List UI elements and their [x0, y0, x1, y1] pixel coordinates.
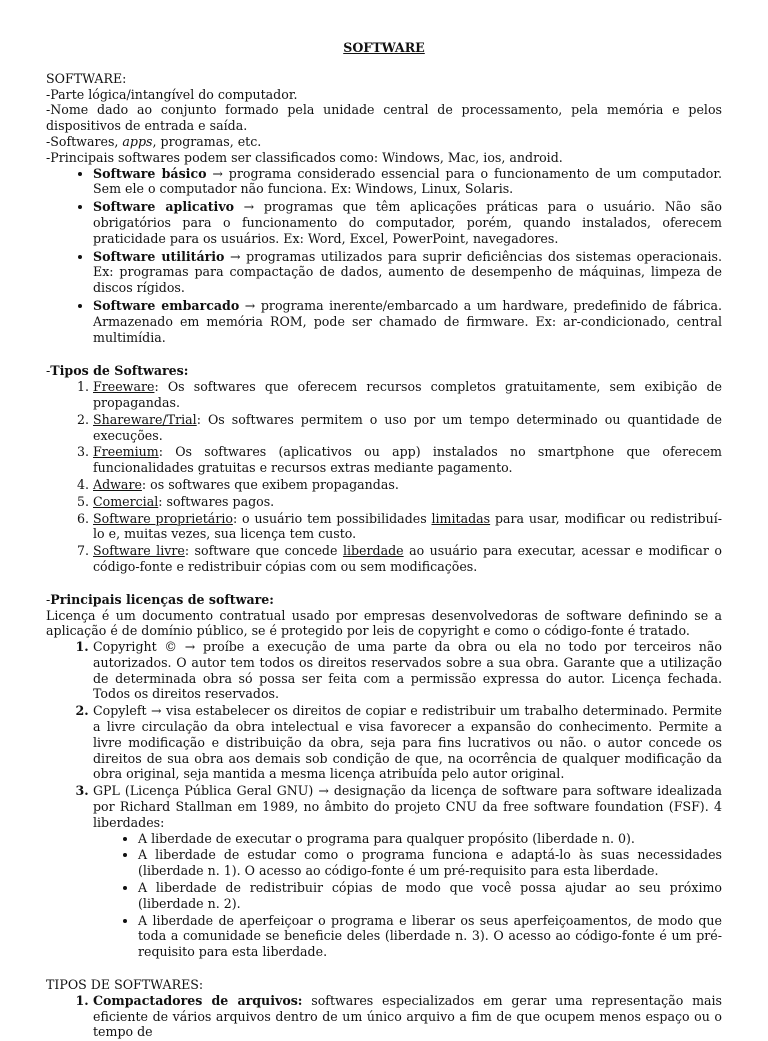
list-item — [93, 444, 722, 476]
document-page — [46, 40, 722, 1041]
text-run: -Softwares, — [46, 133, 123, 149]
intro-line: -Nome dado ao conjunto formado pela unidade central de processamento, pela memória e pelos dispositivos de entrada e saída. — [46, 102, 722, 134]
list-item — [93, 199, 722, 246]
italic-run: apps — [122, 133, 153, 149]
document-title: SOFTWARE — [343, 40, 425, 55]
list-item — [93, 543, 722, 575]
definition: : softwares pagos. — [158, 493, 275, 509]
term: Freemium — [93, 444, 159, 460]
list-item — [93, 249, 722, 296]
list-item: 2. Copyleft → visa estabelecer os direitos de copiar e redistribuir um trabalho determinado. Permite a livre circulação da obra intelectual e visa favorecer a expansão do conhecimento. Permite a livre modificação e distribuição da obra, seja para fins lucrativos ou não. o autor concede os direitos de sua obra aos demais sob condição de que, na ocorrência de qualquer modificação da obra original, seja mantida a mesma licença atribuída pelo autor original. — [93, 703, 722, 782]
definition: : os softwares que exibem propagandas. — [141, 476, 399, 492]
section-heading-licencas — [46, 592, 722, 608]
definition: → programa inerente/embarcado a um hardware, predefinido de fábrica. Armazenado em memória ROM, pode ser chamado de firmware. Ex: ar-condicionado, central multimídia. — [93, 297, 722, 345]
term: Software básico — [93, 165, 207, 181]
licencas-intro: Licença é um documento contratual usado por empresas desenvolvedoras de software definindo se a aplicação é de domínio público, se é protegido por leis de copyright e como o código-fonte é tratado. — [46, 607, 722, 639]
term: Compactadores de arquivos: — [93, 992, 303, 1008]
list-item: • A liberdade de redistribuir cópias de modo que você possa ajudar ao seu próximo (liberdade n. 2). — [138, 880, 722, 912]
definition: para usar, modificar ou redistribuí-lo e, muitas vezes, sua licença tem custo. — [93, 510, 722, 542]
intro-line: -Principais softwares podem ser classificados como: Windows, Mac, ios, android. — [46, 149, 563, 165]
spacer — [46, 576, 722, 592]
term: Software embarcado — [93, 297, 240, 313]
term: Software aplicativo — [93, 199, 235, 215]
list-item — [93, 379, 722, 411]
list-item — [93, 783, 722, 960]
intro-line — [46, 134, 722, 150]
spacer — [46, 347, 722, 363]
definition: ao usuário para executar, acessar e modificar o código-fonte e redistribuir cópias com ou sem modificações. — [93, 543, 722, 574]
list-item — [93, 477, 722, 493]
term: Comercial — [93, 493, 159, 509]
list-item — [93, 494, 722, 510]
list-item: • A liberdade de executar o programa para qualquer propósito (liberdade n. 0). — [138, 831, 722, 847]
intro-heading: SOFTWARE: — [46, 70, 127, 86]
term: Software proprietário — [93, 510, 233, 526]
tipos2-list — [46, 993, 722, 1040]
list-item — [93, 166, 722, 198]
definition: GPL (Licença Pública Geral GNU) → designação da licença de software para software idealizada por Richard Stallman em 1989, no âmbito do projeto CNU da free software foundation (FSF). 4 liberdades: — [93, 783, 722, 830]
intro-line: -Parte lógica/intangível do computador. — [46, 86, 298, 102]
term: Adware — [93, 476, 142, 492]
list-item: • A liberdade de estudar como o programa funciona e adaptá-lo às suas necessidades (liberdade n. 1). O acesso ao código-fonte é um pré-requisito para esta liberdade. — [138, 847, 722, 879]
definition: : Os softwares (aplicativos ou app) instalados no smartphone que oferecem funcionalidades gratuitas e recursos extras mediante pagamento. — [93, 444, 722, 476]
definition: → programas utilizados para suprir deficiências dos sistemas operacionais. Ex: programas para compactação de dados, aumento de desempenho de máquinas, limpeza de discos rígidos. — [93, 248, 723, 296]
definition: : o usuário tem possibilidades — [232, 510, 432, 526]
list-item — [93, 298, 722, 345]
list-item — [93, 993, 722, 1040]
licencas-list — [46, 639, 722, 960]
definition: → programas que têm aplicações práticas para o usuário. Não são obrigatórios para o funcionamento do computador, porém, quando instalados, oferecem praticidade para os usuários. Ex: Word, Excel, PowerPoint, navegadores. — [93, 199, 722, 246]
section-heading-tipos — [46, 363, 722, 379]
definition: softwares especializados em gerar uma representação mais eficiente de vários arquivos dentro de um único arquivo a fim de que ocupem menos espaço ou o tempo de — [93, 992, 723, 1040]
term: Freeware — [93, 379, 155, 395]
list-item — [93, 511, 722, 543]
heading-text: Principais licenças de software: — [50, 591, 274, 607]
heading-text: Tipos de Softwares: — [50, 363, 189, 379]
liberdades-list — [93, 831, 722, 960]
section-heading-tipos2: TIPOS DE SOFTWARES: — [46, 977, 204, 993]
underlined-word: limitadas — [431, 510, 491, 526]
list-item — [93, 412, 722, 444]
definition: : Os softwares permitem o uso por um tempo determinado ou quantidade de execuções. — [93, 411, 722, 443]
list-item: 1. Copyright © → proíbe a execução de uma parte da obra ou ela no todo por terceiros não autorizados. O autor tem todos os direitos reservados sobre a sua obra. Garante que a utilização de determinada obra só possa ser feita com a permissão expressa do autor. Licença fechada. Todos os direitos reservados. — [93, 639, 722, 702]
definition: : Os softwares que oferecem recursos completos gratuitamente, sem exibição de propagandas. — [93, 379, 722, 410]
definition: → programa considerado essencial para o funcionamento de um computador. Sem ele o computador não funciona. Ex: Windows, Linux, Solaris. — [93, 165, 723, 197]
underlined-word: liberdade — [342, 543, 404, 559]
list-item: • A liberdade de aperfeiçoar o programa e liberar os seus aperfeiçoamentos, de modo que toda a comunidade se beneficie deles (liberdade n. 3). O acesso ao código-fonte é um pré-requisito para esta liberdade. — [138, 913, 722, 960]
term: Software livre — [93, 543, 185, 559]
term: Shareware/Trial — [93, 411, 197, 427]
definition: : software que concede — [184, 543, 343, 559]
tipos-list — [46, 379, 722, 575]
term: Software utilitário — [93, 248, 225, 264]
text-run: - — [46, 363, 51, 379]
software-classes-list — [46, 166, 722, 346]
text-run: , programas, etc. — [152, 133, 262, 149]
spacer — [46, 961, 722, 977]
text-run: - — [46, 591, 51, 607]
